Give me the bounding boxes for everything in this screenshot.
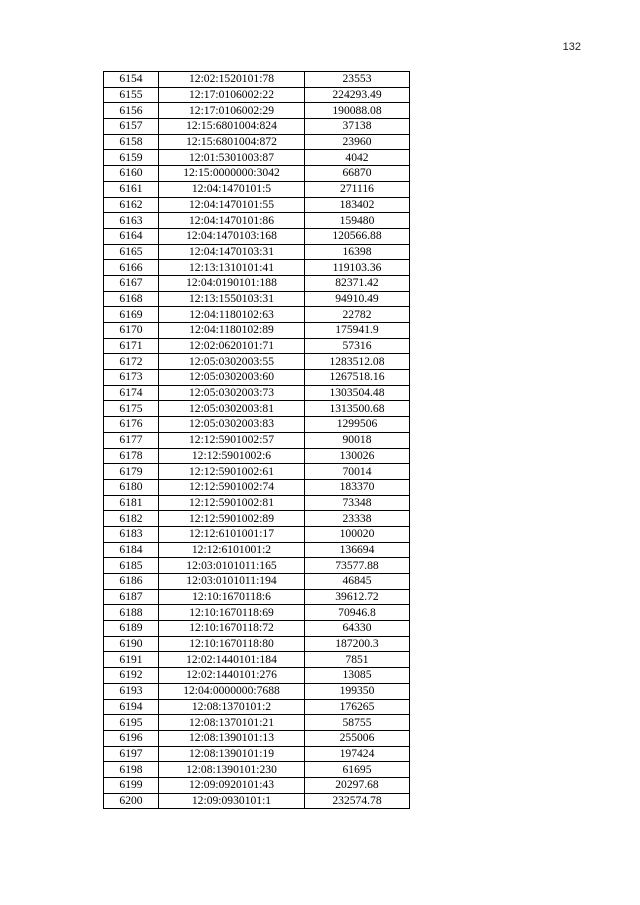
cadastral-number-cell: 12:08:1390101:230 — [159, 762, 305, 778]
table-row — [104, 244, 410, 260]
table-row — [104, 275, 410, 291]
cadastral-number-cell: 12:04:0190101:188 — [159, 275, 305, 291]
row-number-cell: 6160 — [104, 166, 159, 182]
table-row — [104, 636, 410, 652]
cadastral-number-cell: 12:15:0000000:3042 — [159, 166, 305, 182]
row-number-cell: 6194 — [104, 699, 159, 715]
table-row — [104, 291, 410, 307]
table-row — [104, 166, 410, 182]
cadastral-number-cell: 12:05:0302003:83 — [159, 417, 305, 433]
value-cell: 4042 — [305, 150, 410, 166]
value-cell: 187200.3 — [305, 636, 410, 652]
row-number-cell: 6154 — [104, 72, 159, 88]
cadastral-number-cell: 12:04:1180102:89 — [159, 323, 305, 339]
table-row — [104, 777, 410, 793]
cadastral-number-cell: 12:08:1390101:19 — [159, 746, 305, 762]
value-cell: 190088.08 — [305, 103, 410, 119]
table-row — [104, 417, 410, 433]
table-row — [104, 401, 410, 417]
table-row — [104, 181, 410, 197]
table-row — [104, 354, 410, 370]
row-number-cell: 6161 — [104, 181, 159, 197]
table-row — [104, 479, 410, 495]
cadastral-number-cell: 12:12:5901002:89 — [159, 511, 305, 527]
table-row — [104, 464, 410, 480]
value-cell: 175941.9 — [305, 323, 410, 339]
cadastral-number-cell: 12:08:1370101:2 — [159, 699, 305, 715]
table-row — [104, 260, 410, 276]
table-row — [104, 323, 410, 339]
cadastral-number-cell: 12:10:1670118:6 — [159, 589, 305, 605]
row-number-cell: 6190 — [104, 636, 159, 652]
value-cell: 82371.42 — [305, 275, 410, 291]
data-table — [103, 71, 410, 809]
value-cell: 61695 — [305, 762, 410, 778]
value-cell: 16398 — [305, 244, 410, 260]
cadastral-number-cell: 12:04:1470101:55 — [159, 197, 305, 213]
cadastral-number-cell: 12:09:0930101:1 — [159, 793, 305, 809]
table-row — [104, 605, 410, 621]
page-number: 132 — [562, 41, 581, 53]
cadastral-number-cell: 12:04:1470103:168 — [159, 228, 305, 244]
table-row — [104, 715, 410, 731]
cadastral-number-cell: 12:04:0000000:7688 — [159, 683, 305, 699]
cadastral-number-cell: 12:04:1470103:31 — [159, 244, 305, 260]
row-number-cell: 6185 — [104, 558, 159, 574]
cadastral-number-cell: 12:10:1670118:69 — [159, 605, 305, 621]
row-number-cell: 6195 — [104, 715, 159, 731]
row-number-cell: 6179 — [104, 464, 159, 480]
cadastral-number-cell: 12:05:0302003:55 — [159, 354, 305, 370]
table-row — [104, 150, 410, 166]
row-number-cell: 6189 — [104, 621, 159, 637]
cadastral-number-cell: 12:12:5901002:74 — [159, 479, 305, 495]
cadastral-number-cell: 12:01:5301003:87 — [159, 150, 305, 166]
table-row — [104, 370, 410, 386]
value-cell: 73577.88 — [305, 558, 410, 574]
row-number-cell: 6181 — [104, 495, 159, 511]
value-cell: 23338 — [305, 511, 410, 527]
row-number-cell: 6167 — [104, 275, 159, 291]
row-number-cell: 6173 — [104, 370, 159, 386]
value-cell: 73348 — [305, 495, 410, 511]
cadastral-number-cell: 12:08:1390101:13 — [159, 730, 305, 746]
table-row — [104, 197, 410, 213]
row-number-cell: 6191 — [104, 652, 159, 668]
table-row — [104, 103, 410, 119]
row-number-cell: 6155 — [104, 87, 159, 103]
value-cell: 7851 — [305, 652, 410, 668]
cadastral-number-cell: 12:04:1470101:86 — [159, 213, 305, 229]
cadastral-number-cell: 12:13:1550103:31 — [159, 291, 305, 307]
value-cell: 130026 — [305, 448, 410, 464]
row-number-cell: 6186 — [104, 574, 159, 590]
row-number-cell: 6158 — [104, 134, 159, 150]
value-cell: 46845 — [305, 574, 410, 590]
value-cell: 197424 — [305, 746, 410, 762]
cadastral-number-cell: 12:02:0620101:71 — [159, 338, 305, 354]
row-number-cell: 6170 — [104, 323, 159, 339]
value-cell: 1313500.68 — [305, 401, 410, 417]
row-number-cell: 6193 — [104, 683, 159, 699]
row-number-cell: 6192 — [104, 668, 159, 684]
value-cell: 37138 — [305, 119, 410, 135]
cadastral-number-cell: 12:17:0106002:22 — [159, 87, 305, 103]
row-number-cell: 6171 — [104, 338, 159, 354]
cadastral-number-cell: 12:02:1440101:276 — [159, 668, 305, 684]
table-row — [104, 542, 410, 558]
value-cell: 23553 — [305, 72, 410, 88]
value-cell: 1283512.08 — [305, 354, 410, 370]
value-cell: 176265 — [305, 699, 410, 715]
table-row — [104, 589, 410, 605]
table-row — [104, 668, 410, 684]
cadastral-number-cell: 12:02:1440101:184 — [159, 652, 305, 668]
value-cell: 23960 — [305, 134, 410, 150]
value-cell: 1299506 — [305, 417, 410, 433]
table-row — [104, 228, 410, 244]
row-number-cell: 6184 — [104, 542, 159, 558]
value-cell: 100020 — [305, 526, 410, 542]
row-number-cell: 6168 — [104, 291, 159, 307]
value-cell: 20297.68 — [305, 777, 410, 793]
row-number-cell: 6198 — [104, 762, 159, 778]
row-number-cell: 6183 — [104, 526, 159, 542]
value-cell: 119103.36 — [305, 260, 410, 276]
row-number-cell: 6197 — [104, 746, 159, 762]
table-row — [104, 134, 410, 150]
value-cell: 22782 — [305, 307, 410, 323]
cadastral-number-cell: 12:15:6801004:872 — [159, 134, 305, 150]
row-number-cell: 6177 — [104, 432, 159, 448]
table-row — [104, 432, 410, 448]
value-cell: 1303504.48 — [305, 385, 410, 401]
cadastral-number-cell: 12:05:0302003:81 — [159, 401, 305, 417]
table-row — [104, 385, 410, 401]
value-cell: 70014 — [305, 464, 410, 480]
cadastral-number-cell: 12:03:0101011:194 — [159, 574, 305, 590]
cadastral-number-cell: 12:05:0302003:73 — [159, 385, 305, 401]
cadastral-number-cell: 12:12:5901002:6 — [159, 448, 305, 464]
cadastral-number-cell: 12:08:1370101:21 — [159, 715, 305, 731]
row-number-cell: 6180 — [104, 479, 159, 495]
cadastral-number-cell: 12:15:6801004:824 — [159, 119, 305, 135]
cadastral-number-cell: 12:05:0302003:60 — [159, 370, 305, 386]
row-number-cell: 6163 — [104, 213, 159, 229]
value-cell: 70946.8 — [305, 605, 410, 621]
cadastral-number-cell: 12:09:0920101:43 — [159, 777, 305, 793]
cadastral-number-cell: 12:04:1180102:63 — [159, 307, 305, 323]
row-number-cell: 6162 — [104, 197, 159, 213]
table-row — [104, 746, 410, 762]
table-row — [104, 213, 410, 229]
row-number-cell: 6182 — [104, 511, 159, 527]
table-row — [104, 87, 410, 103]
table-row — [104, 307, 410, 323]
table-row — [104, 119, 410, 135]
row-number-cell: 6196 — [104, 730, 159, 746]
value-cell: 13085 — [305, 668, 410, 684]
row-number-cell: 6176 — [104, 417, 159, 433]
value-cell: 64330 — [305, 621, 410, 637]
row-number-cell: 6200 — [104, 793, 159, 809]
table-row — [104, 762, 410, 778]
table-row — [104, 574, 410, 590]
value-cell: 232574.78 — [305, 793, 410, 809]
cadastral-number-cell: 12:17:0106002:29 — [159, 103, 305, 119]
table-row — [104, 448, 410, 464]
cadastral-number-cell: 12:03:0101011:165 — [159, 558, 305, 574]
row-number-cell: 6175 — [104, 401, 159, 417]
row-number-cell: 6187 — [104, 589, 159, 605]
value-cell: 199350 — [305, 683, 410, 699]
cadastral-number-cell: 12:12:6101001:17 — [159, 526, 305, 542]
table-row — [104, 793, 410, 809]
value-cell: 183402 — [305, 197, 410, 213]
value-cell: 255006 — [305, 730, 410, 746]
table-row — [104, 526, 410, 542]
value-cell: 183370 — [305, 479, 410, 495]
row-number-cell: 6157 — [104, 119, 159, 135]
table-row — [104, 495, 410, 511]
value-cell: 58755 — [305, 715, 410, 731]
cadastral-number-cell: 12:04:1470101:5 — [159, 181, 305, 197]
row-number-cell: 6199 — [104, 777, 159, 793]
table-row — [104, 558, 410, 574]
table-row — [104, 511, 410, 527]
value-cell: 90018 — [305, 432, 410, 448]
row-number-cell: 6164 — [104, 228, 159, 244]
value-cell: 66870 — [305, 166, 410, 182]
cadastral-number-cell: 12:12:5901002:61 — [159, 464, 305, 480]
cadastral-number-cell: 12:10:1670118:72 — [159, 621, 305, 637]
cadastral-number-cell: 12:02:1520101:78 — [159, 72, 305, 88]
value-cell: 136694 — [305, 542, 410, 558]
table-row — [104, 72, 410, 88]
value-cell: 57316 — [305, 338, 410, 354]
table-row — [104, 683, 410, 699]
row-number-cell: 6174 — [104, 385, 159, 401]
value-cell: 1267518.16 — [305, 370, 410, 386]
value-cell: 39612.72 — [305, 589, 410, 605]
value-cell: 271116 — [305, 181, 410, 197]
cadastral-number-cell: 12:10:1670118:80 — [159, 636, 305, 652]
table-row — [104, 652, 410, 668]
row-number-cell: 6172 — [104, 354, 159, 370]
cadastral-number-cell: 12:12:5901002:57 — [159, 432, 305, 448]
row-number-cell: 6165 — [104, 244, 159, 260]
table-row — [104, 338, 410, 354]
value-cell: 159480 — [305, 213, 410, 229]
cadastral-number-cell: 12:12:6101001:2 — [159, 542, 305, 558]
value-cell: 224293.49 — [305, 87, 410, 103]
row-number-cell: 6178 — [104, 448, 159, 464]
row-number-cell: 6169 — [104, 307, 159, 323]
table-body — [104, 72, 410, 809]
row-number-cell: 6188 — [104, 605, 159, 621]
value-cell: 94910.49 — [305, 291, 410, 307]
cadastral-number-cell: 12:13:1310101:41 — [159, 260, 305, 276]
cadastral-number-cell: 12:12:5901002:81 — [159, 495, 305, 511]
row-number-cell: 6159 — [104, 150, 159, 166]
table-row — [104, 699, 410, 715]
row-number-cell: 6166 — [104, 260, 159, 276]
value-cell: 120566.88 — [305, 228, 410, 244]
row-number-cell: 6156 — [104, 103, 159, 119]
table-row — [104, 730, 410, 746]
table-row — [104, 621, 410, 637]
